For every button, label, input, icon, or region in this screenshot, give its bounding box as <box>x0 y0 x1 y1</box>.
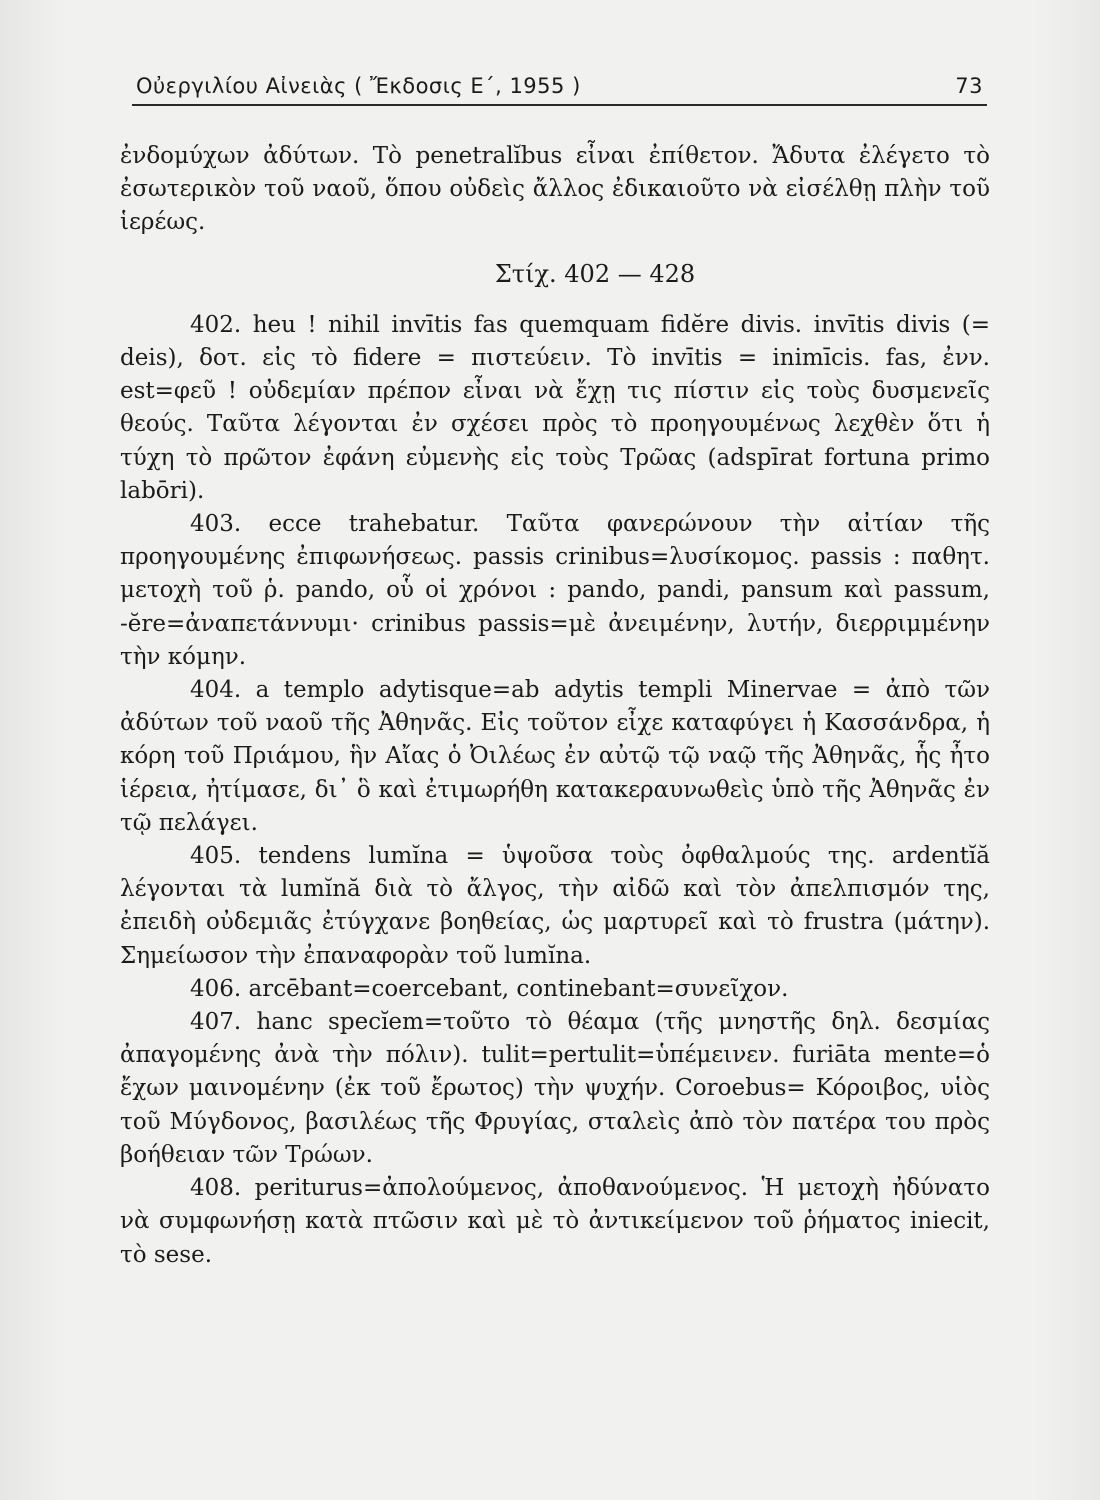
running-header <box>132 70 987 106</box>
running-title: Οὐεργιλίου Αἰνειὰς ( Ἔκδοσις Ε΄, 1955 ) <box>136 74 581 98</box>
note-403: 403. ecce trahebatur. Ταῦτα φανερώνουν τὴν αἰτίαν τῆς προηγουμένης ἐπιφωνήσεως. passis crinibus=λυσίκομος. passis : παθητ. μετοχὴ τοῦ ῥ. pando, οὗ οἱ χρόνοι : pando, pandi, pansum καὶ passum, -ĕre=ἀναπετάννυμι· crinibus passis=μὲ ἀνειμένην, λυτήν, διερριμμένην τὴν κόμην. <box>120 511 990 670</box>
note-408: 408. periturus=ἀπολούμενος, ἀποθανούμενος. Ἡ μετοχὴ ἠδύνατο νὰ συμφωνήσῃ κατὰ πτῶσιν καὶ μὲ τὸ ἀντικείμενον τοῦ ῥήματος iniecit, τὸ sese. <box>120 1175 990 1268</box>
note-402: 402. heu ! nihil invītis fas quemquam fidĕre divis. invītis divis (= deis), δοτ. εἰς τὸ fidere = πιστεύειν. Τὸ invītis = inimīcis. fas, ἐνν. est=φεῦ ! οὐδεμίαν πρέπον εἶναι νὰ ἔχῃ τις πίστιν εἰς τοὺς δυσμενεῖς θεούς. Ταῦτα λέγονται ἐν σχέσει πρὸς τὸ προηγουμένως λεχθὲν ὅτι ἡ τύχη τὸ πρῶτον ἐφάνη εὐμενὴς εἰς τοὺς Τρῶας (adspīrat fortuna primo labōri). <box>120 311 990 504</box>
note-404: 404. a templo adytisque=ab adytis templi Minervae = ἀπὸ τῶν ἀδύτων τοῦ ναοῦ τῆς Ἀθηνᾶς. Εἰς τοῦτον εἶχε καταφύγει ἡ Κασσάνδρα, ἡ κόρη τοῦ Πριάμου, ἣν Αἴας ὁ Ὀιλέως ἐν αὐτῷ τῷ ναῷ τῆς Ἀθηνᾶς, ἧς ἦτο ἱέρεια, ἠτίμασε, δι᾽ ὃ καὶ ἐτιμωρήθη κατακεραυνωθεὶς ὑπὸ τῆς Ἀθηνᾶς ἐν τῷ πελάγει. <box>120 677 990 836</box>
commentary-text <box>120 140 990 1272</box>
note-407: 407. hanc specĭem=τοῦτο τὸ θέαμα (τῆς μνηστῆς δηλ. δεσμίας ἀπαγομένης ἀνὰ τὴν πόλιν). tulit=pertulit=ὑπέμεινεν. furiāta mente=ὁ ἔχων μαινομένην (ἐκ τοῦ ἔρωτος) τὴν ψυχήν. Coroebus= Κόροιβος, υἱὸς τοῦ Μύγδονος, βασιλέως τῆς Φρυγίας, σταλεὶς ἀπὸ τὸν πατέρα του πρὸς βοήθειαν τῶν Τρώων. <box>120 1009 990 1168</box>
note-405: 405. tendens lumĭna = ὑψοῦσα τοὺς ὀφθαλμούς της. ardentĭă λέγονται τὰ lumĭnă διὰ τὸ ἄλγος, τὴν αἰδῶ καὶ τὸν ἀπελπισμόν της, ἐπειδὴ οὐδεμιᾶς ἐτύγχανε βοηθείας, ὡς μαρτυρεῖ καὶ τὸ frustra (μάτην). Σημείωσον τὴν ἐπαναφορὰν τοῦ lumĭna. <box>120 843 990 969</box>
note-406: 406. arcēbant=coercebant, continebant=συνεῖχον. <box>190 975 789 1002</box>
section-heading: Στίχ. 402 — 428 <box>494 259 696 288</box>
page-number: 73 <box>955 74 983 98</box>
intro-paragraph: ἐνδομύχων ἀδύτων. Τὸ penetralĭbus εἶναι ἐπίθετον. Ἄδυτα ἐλέγετο τὸ ἐσωτερικὸν τοῦ ναοῦ, ὅπου οὐδεὶς ἄλλος ἐδικαιοῦτο νὰ εἰσέλθῃ πλὴν τοῦ ἱερέως. <box>120 143 990 236</box>
